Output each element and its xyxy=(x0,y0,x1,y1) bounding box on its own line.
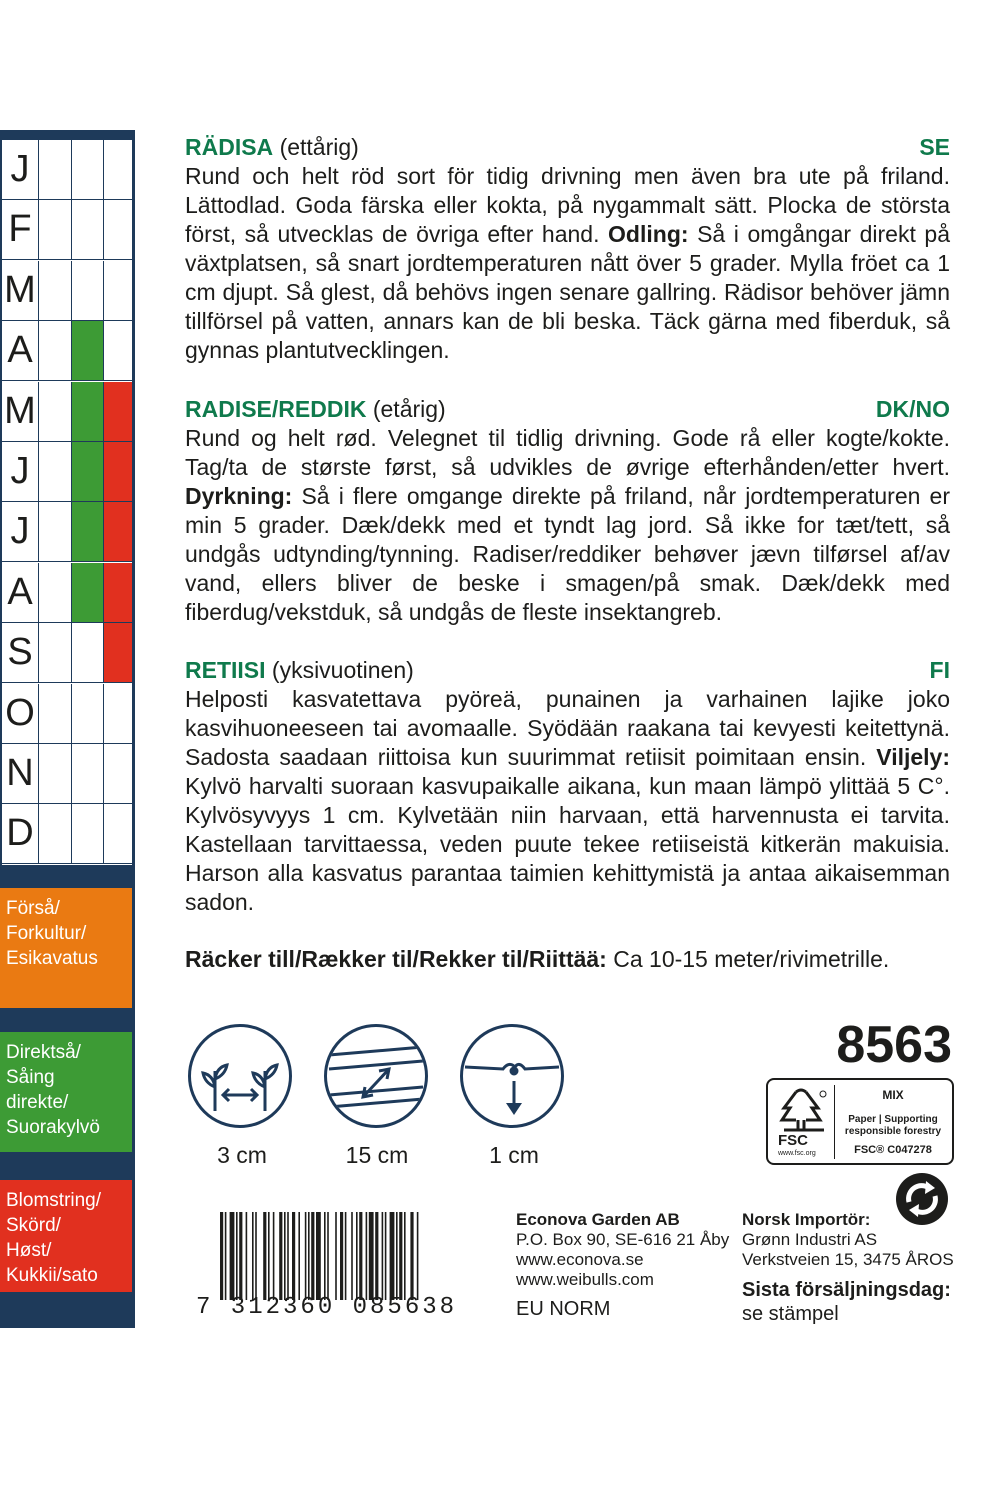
legend-line: Förså/ xyxy=(6,898,60,919)
section-subtitle: (yksivuotinen) xyxy=(271,657,414,683)
calendar-month-row xyxy=(2,382,132,442)
calendar-month-letter: A xyxy=(7,570,33,613)
legend-direkt xyxy=(0,1032,132,1152)
legend-blomstring xyxy=(0,1180,132,1292)
section-body xyxy=(185,685,950,917)
barcode-bar xyxy=(246,1212,248,1300)
legend-line: Kukkii/sato xyxy=(6,1265,98,1286)
section-heading xyxy=(185,655,950,685)
legend-line: Forkultur/ xyxy=(6,923,87,944)
sowing-calendar xyxy=(2,140,132,865)
barcode-bar xyxy=(335,1212,337,1300)
section-fi xyxy=(185,655,950,917)
calendar-month-letter: M xyxy=(4,268,36,311)
language-code: DK/NO xyxy=(875,396,950,422)
calendar-month-letter: J xyxy=(10,148,30,190)
calendar-cell xyxy=(103,442,132,501)
calendar-cell xyxy=(71,563,103,622)
calendar-cell xyxy=(71,502,103,561)
barcode-bar xyxy=(366,1212,368,1300)
fsc-label xyxy=(766,1078,954,1165)
calendar-cell xyxy=(103,623,132,682)
legend-line: Høst/ xyxy=(6,1240,52,1261)
calendar-month-letter: D xyxy=(6,812,34,855)
calendar-cell xyxy=(71,744,103,803)
fsc-desc xyxy=(836,1114,950,1138)
calendar-cell xyxy=(38,684,71,743)
company-web: www.weibulls.com xyxy=(516,1270,654,1289)
calendar-cell xyxy=(103,744,132,803)
row-spacing-icon xyxy=(324,1024,428,1128)
body-bold: Dyrkning: xyxy=(185,483,293,509)
barcode-bar xyxy=(308,1212,310,1300)
calendar-cell xyxy=(38,563,71,622)
barcode-bar xyxy=(351,1212,353,1300)
calendar-month-row xyxy=(2,442,132,502)
barcode-bar xyxy=(287,1212,289,1300)
barcode-bar xyxy=(263,1212,266,1300)
calendar-month-letter: S xyxy=(7,631,33,674)
barcode-bar xyxy=(220,1212,223,1300)
legend-line: direkte/ xyxy=(6,1092,69,1113)
calendar-month-row xyxy=(2,140,132,200)
calendar-cell xyxy=(71,321,103,380)
legend-line: Direktså/ xyxy=(6,1042,81,1063)
barcode-bar xyxy=(327,1212,329,1300)
company-info xyxy=(516,1210,729,1290)
barcode-bar xyxy=(239,1212,242,1300)
calendar-month-row xyxy=(2,321,132,381)
sowing-depth-label: 1 cm xyxy=(489,1142,539,1168)
barcode-bar xyxy=(279,1212,282,1300)
company-web: www.econova.se xyxy=(516,1250,644,1269)
section-subtitle: (etårig) xyxy=(372,396,446,422)
barcode-bar xyxy=(345,1212,347,1300)
calendar-strip xyxy=(0,130,135,1328)
body-bold: Odling: xyxy=(608,221,689,247)
yield-label: Räcker till/Rækker til/Rekker til/Riittää: xyxy=(185,946,607,972)
barcode-bar xyxy=(390,1212,395,1300)
calendar-cell xyxy=(71,623,103,682)
barcode-bar xyxy=(252,1212,254,1300)
body-text: Rund og helt rød. Velegnet til tidlig drivning. Gode rå eller kogte/kokte. Tag/ta de største først, så udvikles de øvrige efterhånden/etter hvert. xyxy=(185,425,950,480)
body-text: Rund och helt röd sort för tidig drivning men även bra ute på friland. Lättodlad. Goda färska eller kokta, på nygammalt sätt. Plocka de största först, så utvecklas de övriga efter hand. xyxy=(185,163,950,247)
calendar-month-row xyxy=(2,563,132,623)
calendar-month-row xyxy=(2,502,132,562)
legend-line: Esikavatus xyxy=(6,948,98,969)
calendar-month-row xyxy=(2,804,132,864)
best-before xyxy=(742,1278,951,1326)
language-code: FI xyxy=(929,657,950,683)
barcode-bar xyxy=(417,1212,419,1300)
calendar-cell xyxy=(71,382,103,441)
calendar-cell xyxy=(103,563,132,622)
section-title: RADISE/REDDIK xyxy=(185,396,367,422)
calendar-cell xyxy=(71,442,103,501)
barcode-digits: 7 312360 085638 xyxy=(196,1294,458,1321)
barcode-bar xyxy=(369,1212,374,1300)
fsc-logo-text: FSC xyxy=(778,1132,808,1149)
best-before-label: Sista försäljningsdag: xyxy=(742,1279,951,1301)
legend-line: Skörd/ xyxy=(6,1215,61,1236)
section-se xyxy=(185,132,950,365)
calendar-cell xyxy=(103,382,132,441)
barcode-bar xyxy=(311,1212,314,1300)
calendar-cell xyxy=(38,321,71,380)
barcode-bar xyxy=(375,1212,378,1300)
section-heading xyxy=(185,132,950,162)
legend-forsa xyxy=(0,888,132,1008)
barcode-bar xyxy=(273,1212,275,1300)
section-title: RÄDISA xyxy=(185,134,274,160)
fsc-desc-line: Paper | Supporting xyxy=(848,1114,938,1125)
calendar-cell xyxy=(38,623,71,682)
yield-info xyxy=(185,944,889,974)
calendar-cell xyxy=(38,502,71,561)
eu-norm: EU NORM xyxy=(516,1298,611,1320)
best-before-value: se stämpel xyxy=(742,1303,839,1325)
calendar-month-letter: O xyxy=(5,691,35,734)
barcode-bar xyxy=(359,1212,362,1300)
section-title: RETIISI xyxy=(185,657,266,683)
calendar-cell xyxy=(38,200,71,259)
body-text: Så i flere omgange direkte på friland, når jordtemperaturen er min 5 grader. Dæk/dekk med et tyndt lag jord. Så ikke for tæt/tett, så undgås udtynding/tynning. Radiser/reddiker behøver jævn tilførsel af/av vand, ellers bliver de beske i smagen/på smak. Dæk/dekk med fiberdug/vekstduk, så undgås de fleste insektangreb. xyxy=(185,483,950,625)
section-heading xyxy=(185,394,950,424)
calendar-cell xyxy=(103,140,132,199)
calendar-cell xyxy=(38,804,71,863)
calendar-month-row xyxy=(2,261,132,321)
legend-line: Blomstring/ xyxy=(6,1190,102,1211)
barcode-bar xyxy=(316,1212,321,1300)
calendar-cell xyxy=(103,684,132,743)
importer-address: Verkstveien 15, 3475 ÅROS xyxy=(742,1250,954,1269)
plant-spacing-icon xyxy=(188,1024,292,1128)
fsc-desc-line: responsible forestry xyxy=(844,1126,942,1137)
body-text: Så i omgångar direkt på växtplatsen, så snart jordtemperaturen nått över 5 grader. Mylla fröet ca 1 cm djupt. Så glest, då behövs ingen senare gallring. Rädisor behöver jämn tillförsel på vatten, annars kan de bli beska. Täck gärna med fiberduk, så gynnas plantutvecklingen. xyxy=(185,221,950,363)
product-number: 8563 xyxy=(836,1016,952,1074)
barcode-bar xyxy=(324,1212,326,1300)
barcode-bar xyxy=(404,1212,406,1300)
barcode-bar xyxy=(305,1212,307,1300)
calendar-cell xyxy=(38,261,71,320)
barcode-bar xyxy=(399,1212,402,1300)
calendar-cell xyxy=(103,804,132,863)
body-bold: Viljely: xyxy=(876,744,950,770)
calendar-cell xyxy=(38,744,71,803)
barcode-bar xyxy=(292,1212,295,1300)
importer-label: Norsk Importör: xyxy=(742,1210,871,1229)
legend-line: Såing xyxy=(6,1067,55,1088)
calendar-month-letter: J xyxy=(10,510,30,553)
barcode-bar xyxy=(268,1212,270,1300)
calendar-month-row xyxy=(2,684,132,744)
calendar-month-letter: M xyxy=(4,389,36,432)
importer-name: Grønn Industri AS xyxy=(742,1230,878,1249)
barcode-bar xyxy=(382,1212,384,1300)
calendar-month-row xyxy=(2,744,132,804)
calendar-cell xyxy=(103,200,132,259)
calendar-cell xyxy=(38,442,71,501)
calendar-cell xyxy=(38,140,71,199)
row-spacing-label: 15 cm xyxy=(345,1142,409,1168)
fsc-url: www.fsc.org xyxy=(778,1150,816,1157)
importer-info xyxy=(742,1210,954,1270)
barcode-bar xyxy=(284,1212,286,1300)
calendar-cell xyxy=(103,502,132,561)
language-code: SE xyxy=(919,134,950,160)
calendar-cell xyxy=(71,261,103,320)
barcode-bar xyxy=(396,1212,398,1300)
body-text: Kylvö harvalti suoraan kasvupaikalle aikana, kun maan lämpö ylittää 5 C°. Kylvösyvyys 1 cm. Kylvetään niin harvaan, että harvennusta ei tarvita. Kastellaan tarvittaessa, veden puute tekee retiiseistä kitkerän makuisia. Harson alla kasvatus parantaa taimien kehittymistä ja antaa aikaisemman sadon. xyxy=(185,773,950,915)
plant-spacing-label: 3 cm xyxy=(217,1142,267,1168)
fsc-code: FSC® C047278 xyxy=(854,1144,932,1156)
calendar-month-letter: F xyxy=(8,208,32,251)
calendar-month-letter: A xyxy=(7,329,33,372)
calendar-cell xyxy=(38,382,71,441)
calendar-month-row xyxy=(2,623,132,683)
company-name: Econova Garden AB xyxy=(516,1210,680,1229)
sowing-depth-icon xyxy=(460,1024,564,1128)
calendar-month-letter: J xyxy=(10,450,30,492)
calendar-cell xyxy=(71,200,103,259)
calendar-cell xyxy=(71,140,103,199)
barcode-bar xyxy=(255,1212,257,1300)
section-dk xyxy=(185,394,950,627)
calendar-month-row xyxy=(2,200,132,260)
legend-line: Suorakylvö xyxy=(6,1117,100,1138)
barcode-bar xyxy=(298,1212,300,1300)
company-address: P.O. Box 90, SE-616 21 Åby xyxy=(516,1230,730,1249)
barcode-bar xyxy=(236,1212,238,1300)
barcode-bar xyxy=(385,1212,387,1300)
barcode xyxy=(220,1212,465,1300)
barcode-bar xyxy=(356,1212,358,1300)
section-body xyxy=(185,424,950,627)
fsc-mix: MIX xyxy=(882,1088,904,1102)
body-text: Helposti kasvatettava pyöreä, punainen ja varhainen lajike joko kasvihuoneeseen tai avomaalle. Syödään raakana tai kevyesti keitettynä. Sadosta saadaan riittoisa kun suurimmat retiisit poimitaan ensin. xyxy=(185,686,950,770)
barcode-bar xyxy=(225,1212,227,1300)
calendar-cell xyxy=(103,261,132,320)
barcode-bar xyxy=(230,1212,235,1300)
barcode-bar xyxy=(340,1212,343,1300)
calendar-cell xyxy=(71,804,103,863)
section-body xyxy=(185,162,950,365)
calendar-cell xyxy=(103,321,132,380)
calendar-cell xyxy=(71,684,103,743)
section-subtitle: (ettårig) xyxy=(279,134,359,160)
barcode-bar xyxy=(410,1212,413,1300)
yield-value: Ca 10-15 meter/rivimetrille. xyxy=(606,946,890,972)
calendar-month-letter: N xyxy=(6,752,34,794)
